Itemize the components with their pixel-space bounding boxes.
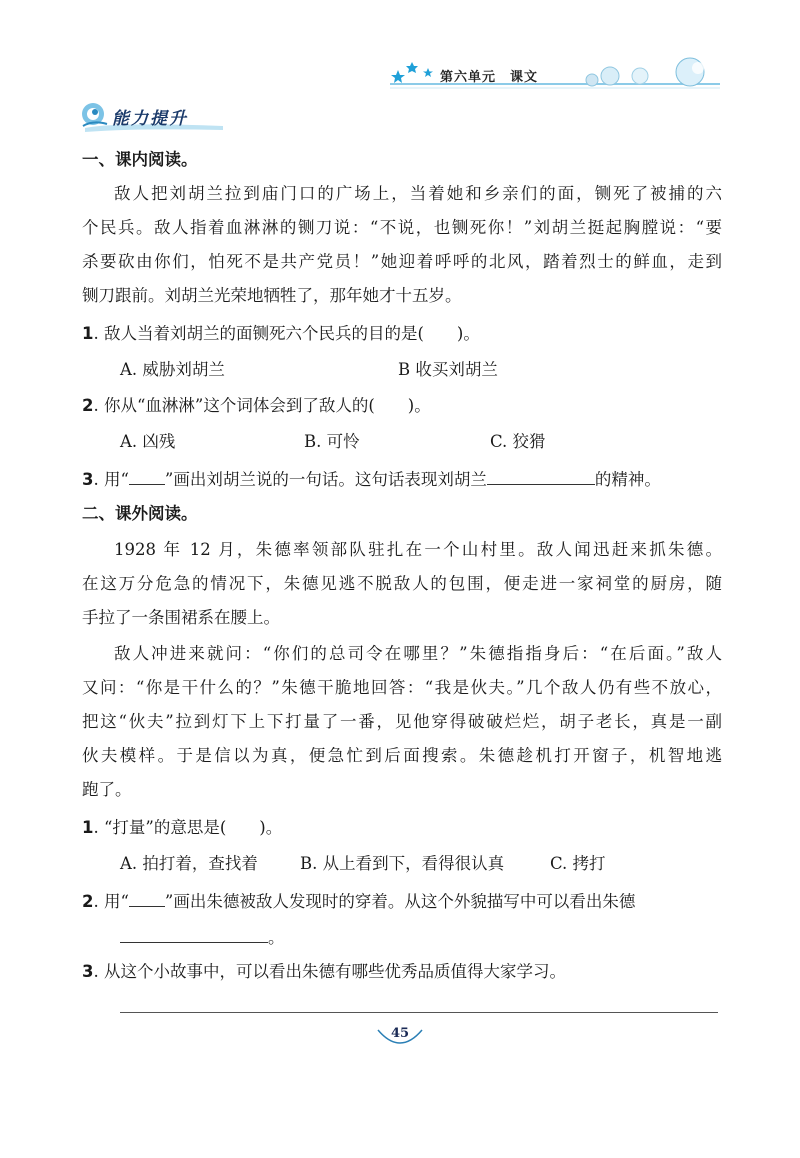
question-text: . 你从“血淋淋”这个词体会到了敌人的( )。	[93, 396, 431, 415]
answer-blank[interactable]	[120, 926, 268, 943]
passage-line: 跑了。	[82, 780, 132, 799]
question-number: 3	[82, 470, 94, 489]
question-text: ”画出刘胡兰说的一句话。这句话表现刘胡兰	[164, 470, 487, 489]
question-text: 。	[268, 928, 285, 947]
option-a[interactable]: A. 拍打着，查找着	[120, 854, 258, 873]
question-2	[82, 890, 635, 912]
passage-line: 铡刀跟前。刘胡兰光荣地牺牲了，那年她才十五岁。	[82, 286, 462, 305]
option-b[interactable]: B. 可怜	[304, 432, 360, 451]
question-text: 的精神。	[594, 470, 661, 489]
answer-blank[interactable]	[129, 890, 165, 907]
option-a[interactable]: A. 威胁刘胡兰	[120, 360, 225, 379]
footer-rule	[120, 1012, 718, 1013]
question-number: 2	[82, 396, 94, 415]
passage-line: 杀要砍由你们，怕死不是共产党员！”她迎着呼呼的北风，踏着烈士的鲜血，走到	[82, 252, 722, 271]
question-number: 2	[82, 892, 94, 911]
unit-label	[440, 66, 552, 85]
unit-section: 课文	[510, 70, 539, 85]
passage-line: 在这万分危急的情况下，朱德见逃不脱敌人的包围，便走进一家祠堂的厨房，随	[82, 574, 722, 593]
question-3	[82, 468, 661, 490]
question-text: ”画出朱德被敌人发现时的穿着。从这个外貌描写中可以看出朱德	[164, 892, 636, 911]
question-text: . “打量”的意思是( )。	[93, 818, 283, 837]
question-1	[82, 818, 282, 838]
question-text: . 用“	[93, 892, 129, 911]
passage-line: 敌人把刘胡兰拉到庙门口的广场上，当着她和乡亲们的面，铡死了被捕的六	[114, 184, 722, 203]
option-c[interactable]: C. 狡猾	[490, 432, 546, 451]
star-icon	[391, 62, 433, 83]
question-1	[82, 324, 480, 344]
badge-title: 能力提升	[112, 109, 188, 129]
option-b[interactable]: B 收买刘胡兰	[398, 360, 498, 379]
passage-line: 手拉了一条围裙系在腰上。	[82, 608, 280, 627]
answer-blank[interactable]	[487, 468, 595, 485]
passage-line: 又问：“你是干什么的？”朱德干脆地回答：“我是伙夫。”几个敌人仍有些不放心，	[82, 678, 722, 697]
question-number: 1	[82, 324, 94, 343]
passage-line: 个民兵。敌人指着血淋淋的铡刀说：“不说，也铡死你！”刘胡兰挺起胸膛说：“要	[82, 218, 722, 237]
passage-line: 伙夫模样。于是信以为真，便急忙到后面搜索。朱德趁机打开窗子，机智地逃	[82, 746, 722, 765]
question-text: . 用“	[93, 470, 129, 489]
part1-heading: 一、课内阅读。	[82, 150, 198, 169]
passage-line: 把这“伙夫”拉到灯下上下打量了一番，见他穿得破破烂烂，胡子老长，真是一副	[82, 712, 722, 731]
question-3	[82, 962, 566, 982]
option-c[interactable]: C. 拷打	[550, 854, 606, 873]
option-a[interactable]: A. 凶残	[120, 432, 176, 451]
question-2	[82, 396, 431, 416]
question-number: 1	[82, 818, 94, 837]
question-text: . 敌人当着刘胡兰的面铡死六个民兵的目的是( )。	[93, 324, 480, 343]
answer-line	[120, 926, 285, 948]
option-b[interactable]: B. 从上看到下，看得很认真	[300, 854, 505, 873]
question-text: . 从这个小故事中，可以看出朱德有哪些优秀品质值得大家学习。	[93, 962, 566, 981]
unit-name: 第六单元	[440, 70, 497, 85]
passage-line: 1928 年 12 月，朱德率领部队驻扎在一个山村里。敌人闻迅赶来抓朱德。	[114, 540, 722, 559]
passage-line: 敌人冲进来就问：“你们的总司令在哪里？”朱德指指身后：“在后面。”敌人	[114, 644, 722, 663]
page-number: 45	[390, 1026, 410, 1041]
swirl-icon	[82, 103, 107, 126]
question-number: 3	[82, 962, 94, 981]
part2-heading: 二、课外阅读。	[82, 504, 198, 523]
answer-blank[interactable]	[129, 468, 165, 485]
